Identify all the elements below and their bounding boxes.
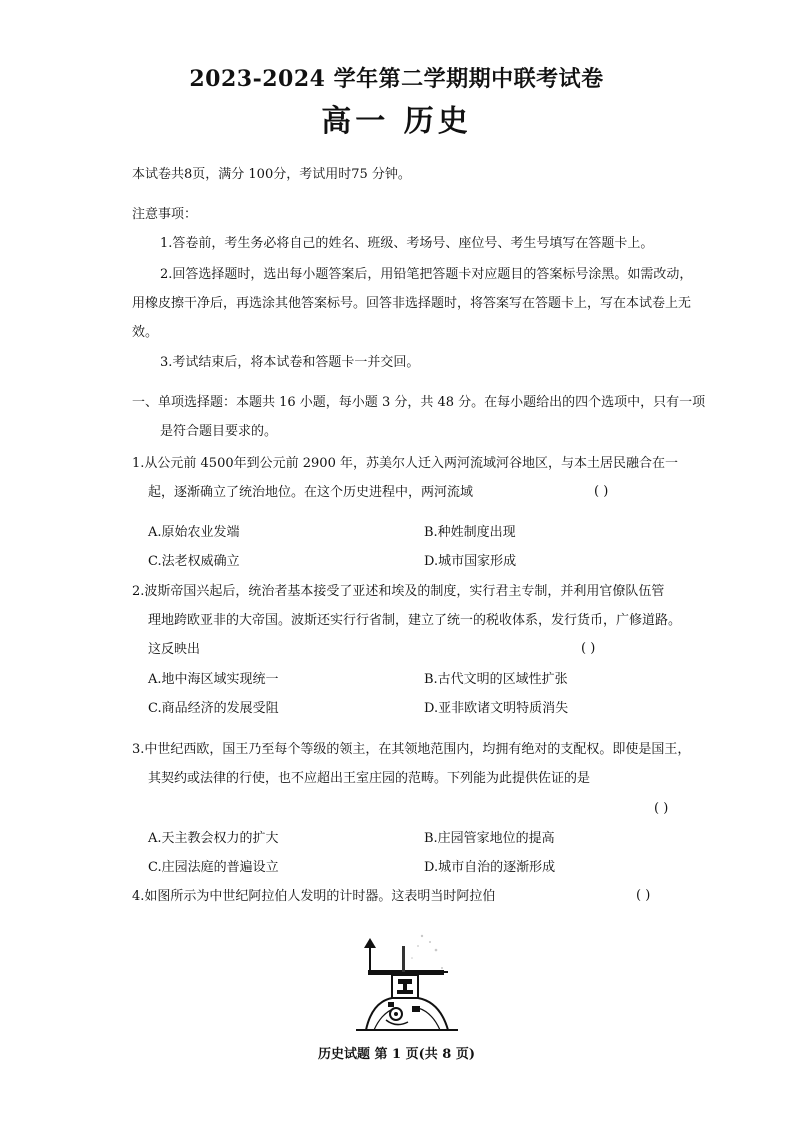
question-1-option-a: A.原始农业发端: [148, 525, 240, 540]
question-1-option-b: B.种姓制度出现: [424, 525, 516, 540]
question-2-stem-line-1: 2.波斯帝国兴起后，统治者基本接受了亚述和埃及的制度，实行君主专制，并利用官僚队伍管: [132, 584, 665, 599]
question-1-option-c: C.法老权威确立: [148, 554, 240, 569]
question-4-stem-line-1: 4.如图所示为中世纪阿拉伯人发明的计时器。这表明当时阿拉伯: [132, 889, 496, 904]
page-footer: 历史试题 第 1 页(共 8 页): [317, 1047, 476, 1062]
question-3-option-a: A.天主教会权力的扩大: [148, 831, 279, 846]
notice-item-2-line-2: 用橡皮擦干净后，再选涂其他答案标号。回答非选择题时，将答案写在答题卡上，写在本试卷上无: [132, 296, 692, 311]
section-heading-line-1: 一、单项选择题：本题共 16 小题，每小题 3 分，共 48 分。在每小题给出的四个选项中，只有一项: [132, 395, 706, 410]
question-2-option-c: C.商品经济的发展受阻: [148, 701, 279, 716]
question-3-option-c: C.庄园法庭的普遍设立: [148, 860, 279, 875]
question-2-stem-line-3: 这反映出: [148, 642, 201, 657]
timekeeper-drawing: [352, 928, 462, 1032]
question-1-answer-blank: ( ): [594, 484, 609, 499]
exam-title: 2023-2024 学年第二学期期中联考试卷: [189, 66, 604, 92]
exam-intro: 本试卷共8页，满分 100分，考试用时75 分钟。: [132, 167, 411, 182]
timekeeper-figure: [352, 928, 462, 1032]
notice-item-2-line-1: 2.回答选择题时，选出每小题答案后，用铅笔把答题卡对应题目的答案标号涂黑。如需改动，: [160, 267, 693, 282]
notice-item-1: 1.答卷前，考生务必将自己的姓名、班级、考场号、座位号、考生号填写在答题卡上。: [160, 236, 654, 251]
question-3-answer-blank: ( ): [654, 801, 669, 816]
section-heading-line-2: 是符合题目要求的。: [160, 424, 278, 439]
exam-subject: 高一 历史: [321, 104, 472, 139]
question-2-option-a: A.地中海区域实现统一: [148, 672, 279, 687]
question-3-option-b: B.庄园管家地位的提高: [424, 831, 555, 846]
question-3-option-d: D.城市自治的逐渐形成: [424, 860, 556, 875]
question-2-answer-blank: ( ): [581, 641, 596, 656]
question-4-answer-blank: ( ): [636, 888, 651, 903]
question-3-stem-line-2: 其契约或法律的行使，也不应超出王室庄园的范畴。下列能为此提供佐证的是: [148, 771, 591, 786]
question-1-stem-line-2: 起，逐渐确立了统治地位。在这个历史进程中，两河流域: [148, 485, 474, 500]
question-1-option-d: D.城市国家形成: [424, 554, 517, 569]
question-2-stem-line-2: 理地跨欧亚非的大帝国。波斯还实行行省制，建立了统一的税收体系，发行货币，广修道路。: [148, 613, 682, 628]
notice-item-3: 3.考试结束后，将本试卷和答题卡一并交回。: [160, 355, 420, 370]
question-2-option-b: B.古代文明的区域性扩张: [424, 672, 568, 687]
question-3-stem-line-1: 3.中世纪西欧，国王乃至每个等级的领主，在其领地范围内，均拥有绝对的支配权。即使是国王，: [132, 742, 691, 757]
notice-item-2-line-3: 效。: [132, 325, 159, 340]
question-2-option-d: D.亚非欧诸文明特质消失: [424, 701, 569, 716]
question-1-stem-line-1: 1.从公元前 4500年到公元前 2900 年，苏美尔人迁入两河流域河谷地区，与本土居民融合在一: [132, 456, 678, 471]
notice-heading: 注意事项：: [132, 207, 198, 222]
